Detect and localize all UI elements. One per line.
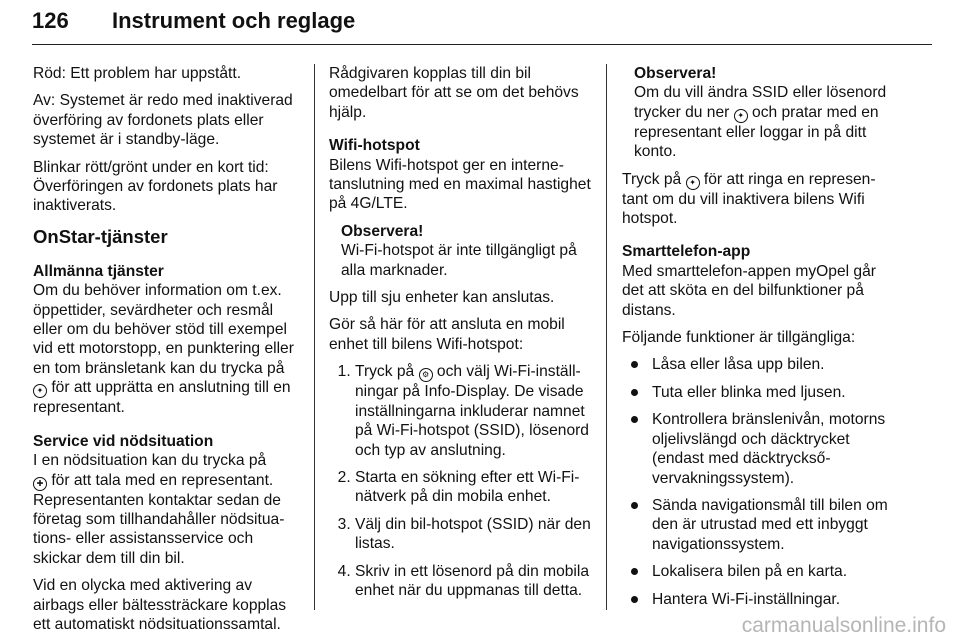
list-item: Lokalisera bilen på en karta. <box>622 562 892 581</box>
onstar-service-icon: ✦ <box>686 176 700 190</box>
bullet-icon <box>631 596 638 603</box>
paragraph-off-status: Av: Systemet är redo med inaktiverad överföring av fordonets plats eller systemet är i standby-läge. <box>33 92 293 149</box>
column-1 <box>33 64 301 642</box>
column-2 <box>329 64 593 608</box>
general-services-text-b: för att upprätta en anslutning till en representant. <box>33 379 291 417</box>
step1-text-b: och välj Wi-Fi-inställningar på Info-Display. De visade inställningarna inkluderar namnet på Wi-Fi-hotspot (SSID), lösenord och typ av anslutning. <box>355 363 589 459</box>
paragraph-connect-intro: Gör så här för att ansluta en mobil enhet till bilens Wifi-hotspot: <box>329 316 565 353</box>
wifi-hotspot-text: Bilens Wifi-hotspot ger en internetanslutning med en maximal hastighet på 4G/LTE. <box>329 156 591 213</box>
list-item: Tuta eller blinka med ljusen. <box>622 383 892 402</box>
bullet-icon <box>631 389 638 396</box>
list-item: 3. Välj din bil-hotspot (SSID) när den listas. <box>355 515 593 554</box>
onstar-service-icon: ✦ <box>33 384 47 398</box>
call-text-a: Tryck på <box>622 170 682 188</box>
list-item: Låsa eller låsa upp bilen. <box>622 355 892 374</box>
list-item: Sända navigationsmål till bilen om den är utrustad med ett inbyggt navigationssystem. <box>622 496 892 554</box>
column-divider-1 <box>314 64 315 610</box>
list-item <box>355 362 593 460</box>
smartphone-app-text: Med smarttelefon-appen myOpel går det att sköta en del bilfunktioner på distans. <box>622 262 876 319</box>
paragraph-advisor: Rådgivaren kopplas till din bil omedelbart för att se om det behövs hjälp. <box>329 65 579 121</box>
list-item: 4. Skriv in ett lösenord på din mobila enhet när du uppmanas till detta. <box>355 562 593 601</box>
note-change-ssid <box>634 64 892 162</box>
settings-icon: ⚙ <box>419 368 433 382</box>
section-heading-onstar: OnStar-tjänster <box>33 225 168 247</box>
note-title: Observera! <box>634 65 717 82</box>
note-text-b: och pratar med en representant eller loggar in på ditt konto. <box>634 103 879 161</box>
page-header <box>32 0 932 45</box>
onstar-service-icon: ✦ <box>734 109 748 123</box>
step1-text-a: Tryck på <box>355 363 415 381</box>
functions-list <box>622 355 892 608</box>
emergency-text-a: I en nödsituation kan du trycka på <box>33 452 267 470</box>
paragraph-seven-devices: Upp till sju enheter kan anslutas. <box>329 289 555 307</box>
note-wifi-availability <box>341 222 593 280</box>
subheading-smartphone-app: Smarttelefon-app <box>622 243 751 261</box>
bullet-icon <box>631 568 638 575</box>
paragraph-airbag-call: Vid en olycka med aktivering av airbags eller bältessträckare kopplas ett automatiskt nödsituationssamtal. <box>33 577 287 633</box>
bullet-icon <box>631 502 638 509</box>
list-item: Hantera Wi-Fi-inställningar. <box>622 590 892 609</box>
subheading-general-services: Allmänna tjänster <box>33 262 164 280</box>
call-text-b: för att ringa en representant om du vill inaktivera bilens Wifi hotspot. <box>622 170 876 228</box>
connect-steps-list <box>329 362 593 600</box>
paragraph-blink-status: Blinkar rött/grönt under en kort tid: Överföringen av fordonets plats har inaktiverats. <box>33 158 278 215</box>
general-services-text-a: Om du behöver information om t.ex. öppettider, sevärdheter och resmål eller om du behöver stöd till exempel vid ett motorstopp, en punktering eller en tom bränsletank kan du trycka på <box>33 282 294 377</box>
sos-icon: ✚ <box>33 477 47 491</box>
list-item: 2. Starta en sökning efter ett Wi-Fi-nätverk på din mobila enhet. <box>355 468 593 507</box>
subheading-wifi-hotspot: Wifi-hotspot <box>329 137 420 155</box>
note-title: Observera! <box>341 222 424 240</box>
paragraph-available-functions: Följande funktioner är tillgängliga: <box>622 329 856 347</box>
watermark: carmanualsonline.info <box>741 614 946 637</box>
column-divider-2 <box>606 64 607 610</box>
subheading-emergency-service: Service vid nödsituation <box>33 432 214 450</box>
page-number: 126 <box>32 8 69 33</box>
column-3 <box>622 64 892 617</box>
bullet-icon <box>631 361 638 368</box>
paragraph-red-status: Röd: Ett problem har uppstått. <box>33 65 242 82</box>
list-item: Kontrollera bränslenivån, motorns oljelivslängd och däcktrycket (endast med däcktrycksővervakningssystem). <box>622 410 892 488</box>
page-title: Instrument och reglage <box>112 8 356 33</box>
note-text: Wi-Fi-hotspot är inte tillgängligt på alla marknader. <box>341 242 577 279</box>
emergency-text-b: för att tala med en representant. Representanten kontaktar sedan de företag som tillhandahåller nödsituations- eller assistansservice och skickar dem till din bil. <box>33 471 285 567</box>
note-text-a: Om du vill ändra SSID eller lösenord trycker du ner <box>634 84 887 121</box>
bullet-icon <box>631 416 638 423</box>
